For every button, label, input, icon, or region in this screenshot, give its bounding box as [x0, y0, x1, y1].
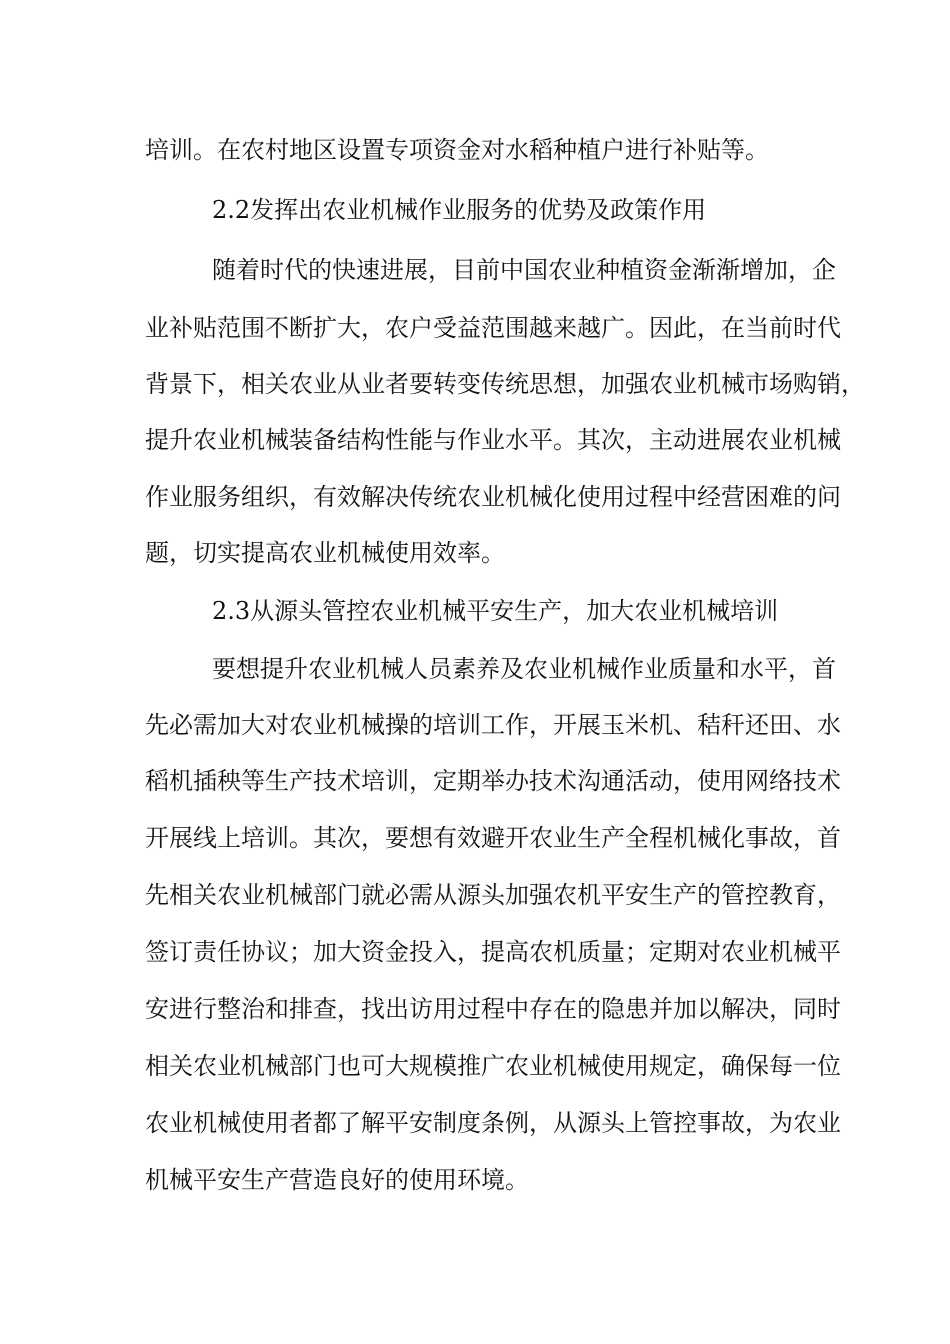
- paragraph-line: 机械平安生产营造良好的使用环境。: [145, 1166, 529, 1194]
- paragraph-line: 随着时代的快速进展，目前中国农业种植资金渐渐增加，企: [212, 256, 836, 284]
- paragraph-line: 先必需加大对农业机械操的培训工作，开展玉米机、秸秆还田、水: [145, 711, 841, 739]
- paragraph-line: 农业机械使用者都了解平安制度条例，从源头上管控事故，为农业: [145, 1109, 841, 1137]
- paragraph-line: 提升农业机械装备结构性能与作业水平。其次，主动进展农业机械: [145, 426, 841, 454]
- paragraph-line: 题，切实提高农业机械使用效率。: [145, 539, 505, 567]
- paragraph-line: 稻机插秧等生产技术培训，定期举办技术沟通活动，使用网络技术: [145, 767, 841, 795]
- paragraph-line: 作业服务组织，有效解决传统农业机械化使用过程中经营困难的问: [145, 483, 841, 511]
- paragraph-line: 要想提升农业机械人员素养及农业机械作业质量和水平，首: [212, 655, 836, 683]
- paragraph-line: 业补贴范围不断扩大，农户受益范围越来越广。因此，在当前时代: [145, 314, 841, 342]
- section-heading-2-2: 2.2发挥出农业机械作业服务的优势及政策作用: [212, 196, 707, 224]
- paragraph-line: 背景下，相关农业从业者要转变传统思想，加强农业机械市场购销，: [145, 370, 865, 398]
- paragraph-line: 签订责任协议；加大资金投入，提高农机质量；定期对农业机械平: [145, 938, 841, 966]
- paragraph-line: 培训。在农村地区设置专项资金对水稻种植户进行补贴等。: [145, 136, 769, 164]
- paragraph-line: 开展线上培训。其次，要想有效避开农业生产全程机械化事故，首: [145, 824, 841, 852]
- paragraph-line: 先相关农业机械部门就必需从源头加强农机平安生产的管控教育，: [145, 881, 841, 909]
- section-heading-2-3: 2.3从源头管控农业机械平安生产，加大农业机械培训: [212, 597, 779, 625]
- paragraph-line: 安进行整治和排查，找出访用过程中存在的隐患并加以解决，同时: [145, 995, 841, 1023]
- paragraph-line: 相关农业机械部门也可大规模推广农业机械使用规定，确保每一位: [145, 1052, 841, 1080]
